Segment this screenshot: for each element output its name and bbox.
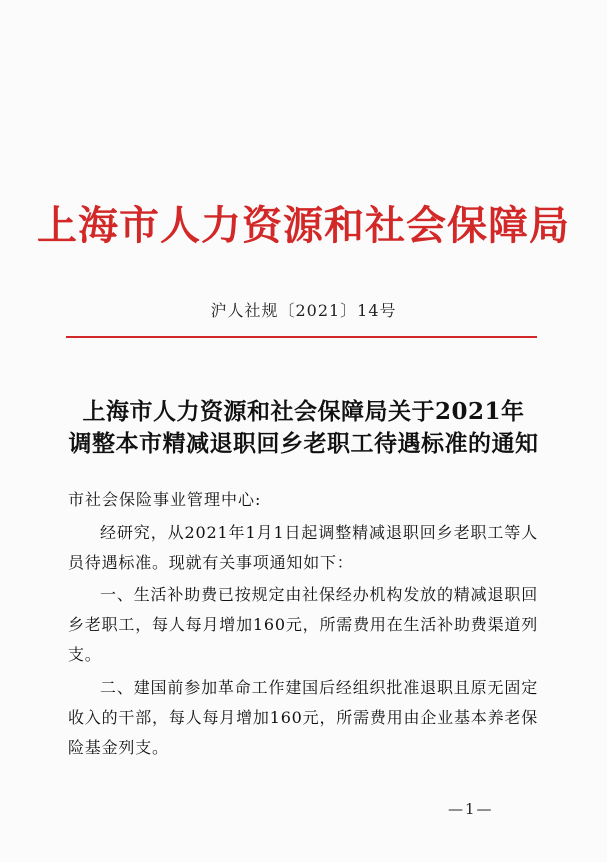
paragraph-item-1: 一、生活补助费已按规定由社保经办机构发放的精减退职回乡老职工，每人每月增加160元，所需费用在生活补助费渠道列支。 <box>68 585 538 664</box>
notice-title-line-1: 上海市人力资源和社会保障局关于2021年 <box>82 398 525 425</box>
addressee: 市社会保险事业管理中心: <box>68 490 262 509</box>
notice-title <box>0 396 607 460</box>
paragraph-item-2: 二、建国前参加革命工作建国后经组织批准退职且原无固定收入的干部，每人每月增加160元，所需费用由企业基本养老保险基金列支。 <box>68 678 538 757</box>
header-divider <box>66 336 537 338</box>
notice-title-line-2: 调整本市精减退职回乡老职工待遇标准的通知 <box>68 430 539 457</box>
agency-title: 上海市人力资源和社会保障局 <box>37 202 570 249</box>
paragraph-intro: 经研究，从2021年1月1日起调整精减退职回乡老职工等人员待遇标准。现就有关事项通知如下： <box>68 523 538 572</box>
page-number: —1— <box>448 800 494 818</box>
document-number: 沪人社规〔2021〕14号 <box>210 301 397 320</box>
